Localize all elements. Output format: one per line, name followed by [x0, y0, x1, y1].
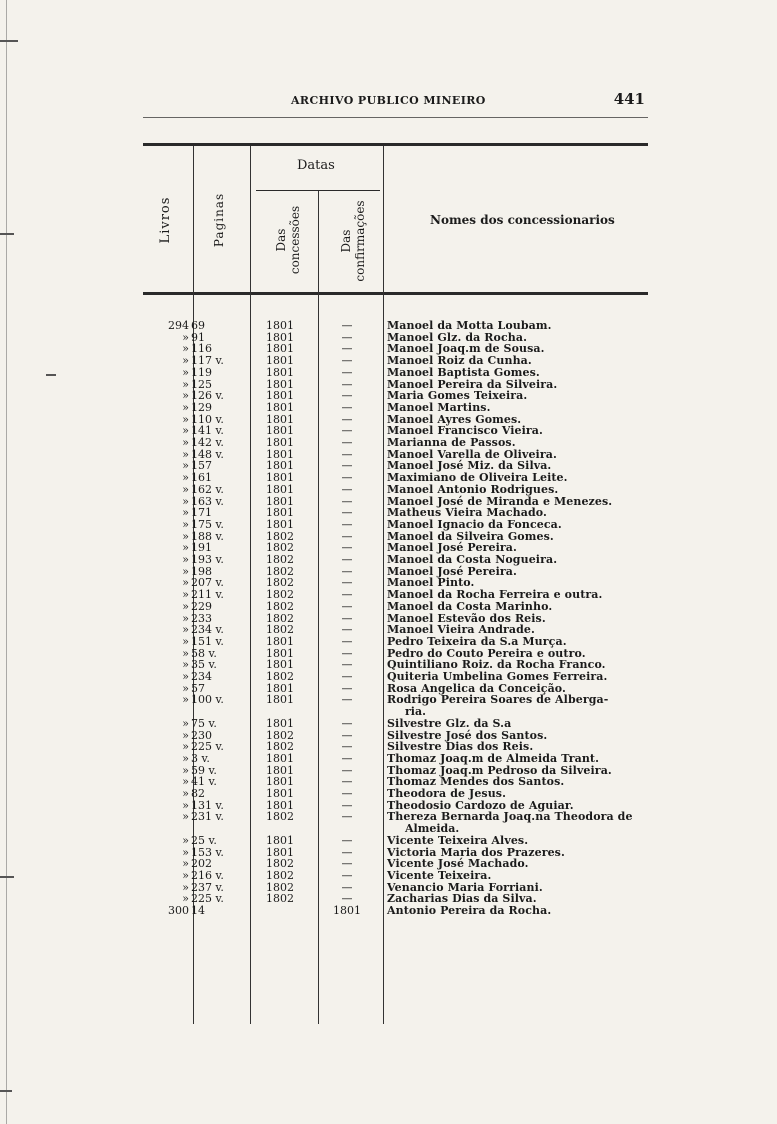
table-row	[143, 811, 653, 823]
concessionario-name: Marianna de Passos.	[387, 436, 516, 449]
pagina-cell: 116	[191, 342, 212, 356]
page-number: 441	[613, 90, 645, 108]
concessionario-name: Manoel da Costa Nogueira.	[387, 553, 558, 566]
concessao-date-cell: 1801	[266, 658, 294, 672]
livro-cell: »	[182, 716, 189, 730]
confirmacao-date-cell: —	[341, 447, 353, 461]
pagina-cell: 207 v.	[191, 576, 224, 590]
livro-cell: »	[182, 330, 189, 344]
concessao-date-cell: 1801	[266, 436, 294, 449]
livro-cell: »	[182, 576, 189, 590]
col-header-concessoes: Das concessões	[274, 205, 302, 275]
concessao-date-cell: 1802	[266, 541, 294, 555]
confirmacao-date-cell: —	[341, 389, 353, 403]
concessao-date-cell: 1801	[266, 798, 294, 812]
col-header-confirmacoes: Das confirmações	[339, 200, 367, 282]
pagina-cell: 230	[191, 728, 212, 742]
pagina-cell: 82	[191, 787, 205, 800]
pagina-cell: 69	[191, 319, 205, 332]
livro-cell: »	[182, 564, 189, 578]
confirmacao-date-cell: —	[341, 892, 353, 906]
livro-cell: »	[182, 658, 189, 672]
concessao-date-cell: 1802	[266, 892, 294, 906]
confirmacao-date-cell: —	[341, 611, 353, 625]
concessionario-name: Manoel Ayres Gomes.	[387, 412, 522, 426]
livro-cell: »	[182, 740, 189, 754]
pagina-cell: 151 v.	[191, 634, 224, 648]
concessionario-name: Maximiano de Oliveira Leite.	[387, 471, 568, 485]
concessao-date-cell: 1801	[266, 377, 294, 391]
concessionario-name-continuation: Almeida.	[405, 822, 460, 836]
concessionario-name: Manoel Pereira da Silveira.	[387, 377, 558, 391]
livro-cell: »	[182, 354, 189, 368]
livro-cell: »	[182, 775, 189, 789]
concessao-date-cell: 1801	[266, 845, 294, 859]
pagina-cell: 129	[191, 400, 212, 414]
pagina-cell: 35 v.	[191, 658, 217, 672]
concessionario-name: Silvestre Dias dos Reis.	[387, 740, 534, 754]
concessionario-name: Antonio Pereira da Rocha.	[387, 904, 552, 917]
livro-cell: »	[182, 670, 189, 683]
concessionario-name: Matheus Vieira Machado.	[387, 506, 547, 520]
concessionario-name: Manoel José de Miranda e Menezes.	[387, 494, 613, 508]
concessionario-name: Thomaz Mendes dos Santos.	[387, 775, 565, 789]
concessionario-name: Silvestre José dos Santos.	[387, 728, 548, 742]
livro-cell: »	[182, 892, 189, 906]
livro-cell: »	[182, 857, 189, 871]
concessionario-name: Thereza Bernarda Joaq.na Theodora de	[387, 810, 633, 824]
livro-cell: »	[182, 553, 189, 566]
confirmacao-date-cell: —	[341, 576, 353, 590]
concessao-date-cell: 1801	[266, 342, 294, 356]
pagina-cell: 225 v.	[191, 740, 224, 754]
confirmacao-date-cell: —	[341, 553, 353, 566]
pagina-cell: 57	[191, 681, 205, 695]
pagina-cell: 126 v.	[191, 389, 224, 403]
livro-cell: »	[182, 377, 189, 391]
concessionario-name: Manoel Vieira Andrade.	[387, 623, 535, 637]
concessionario-name: Rodrigo Pereira Soares de Alberga-	[387, 693, 609, 707]
concessao-date-cell: 1801	[266, 494, 294, 508]
concessao-date-cell: 1801	[266, 482, 294, 496]
concessao-date-cell: 1801	[266, 693, 294, 707]
pagina-cell: 225 v.	[191, 892, 224, 906]
concessionario-name: Manoel Antonio Rodrigues.	[387, 482, 559, 496]
confirmacao-date-cell: —	[341, 646, 353, 660]
concessao-date-cell: 1801	[266, 330, 294, 344]
running-header	[143, 92, 649, 112]
pagina-cell: 153 v.	[191, 845, 224, 859]
livro-cell: »	[182, 342, 189, 356]
pagina-cell: 141 v.	[191, 424, 224, 438]
pagina-cell: 191	[191, 541, 212, 555]
pagina-cell: 171	[191, 506, 212, 520]
pagina-cell: 188 v.	[191, 529, 224, 543]
confirmacao-date-cell: —	[341, 506, 353, 520]
livro-cell: 300	[168, 904, 189, 917]
concessao-date-cell: 1801	[266, 751, 294, 765]
table-row	[143, 694, 653, 706]
pagina-cell: 14	[191, 904, 205, 917]
livro-cell: »	[182, 482, 189, 496]
livro-cell: »	[182, 365, 189, 379]
concessao-date-cell: 1802	[266, 576, 294, 590]
confirmacao-date-cell: —	[341, 436, 353, 449]
pagina-cell: 119	[191, 365, 212, 379]
confirmacao-date-cell: —	[341, 599, 353, 613]
col-header-nomes: Nomes dos concessionarios	[430, 213, 615, 227]
confirmacao-date-cell: —	[341, 787, 353, 800]
pagina-cell: 163 v.	[191, 494, 224, 508]
table-row	[143, 484, 653, 496]
concessao-date-cell: 1802	[266, 868, 294, 882]
confirmacao-date-cell: —	[341, 634, 353, 648]
pagina-cell: 157	[191, 459, 212, 473]
concessao-date-cell: 1802	[266, 529, 294, 543]
concessao-date-cell: 1801	[266, 517, 294, 531]
margin-mark	[0, 233, 14, 235]
livro-cell: »	[182, 436, 189, 449]
pagina-cell: 142 v.	[191, 436, 224, 449]
pagina-cell: 75 v.	[191, 716, 217, 730]
pagina-cell: 3 v.	[191, 751, 210, 765]
table-top-rule	[143, 143, 648, 146]
concessionario-name: Vicente Teixeira.	[387, 868, 492, 882]
livro-cell: »	[182, 646, 189, 660]
col-header-livros: Livros	[158, 196, 173, 244]
confirmacao-date-cell: —	[341, 670, 353, 683]
concessionario-name: Manoel José Pereira.	[387, 541, 517, 555]
confirmacao-date-cell: —	[341, 798, 353, 812]
binding-edge	[6, 0, 7, 1124]
livro-cell: »	[182, 588, 189, 602]
livro-cell: »	[182, 447, 189, 461]
pagina-cell: 100 v.	[191, 693, 224, 707]
pagina-cell: 175 v.	[191, 517, 224, 531]
confirmacao-date-cell: —	[341, 354, 353, 368]
livro-cell: »	[182, 506, 189, 520]
concessionario-name: Manoel Ignacio da Fonceca.	[387, 517, 562, 531]
pagina-cell: 216 v.	[191, 868, 224, 882]
concessionario-name: Quiteria Umbelina Gomes Ferreira.	[387, 670, 608, 683]
confirmacao-date-cell: —	[341, 588, 353, 602]
pagina-cell: 234	[191, 670, 212, 683]
confirmacao-date-cell: —	[341, 377, 353, 391]
confirmacao-date-cell: —	[341, 541, 353, 555]
livro-cell: »	[182, 494, 189, 508]
livro-cell: »	[182, 412, 189, 426]
livro-cell: »	[182, 529, 189, 543]
confirmacao-date-cell: —	[341, 658, 353, 672]
concessionario-name: Pedro do Couto Pereira e outro.	[387, 646, 586, 660]
livro-cell: »	[182, 517, 189, 531]
concessionario-name: Manoel Francisco Vieira.	[387, 424, 543, 438]
concessionario-name: Manoel Varella de Oliveira.	[387, 447, 557, 461]
livro-cell: »	[182, 751, 189, 765]
concessao-date-cell: 1802	[266, 599, 294, 613]
pagina-cell: 25 v.	[191, 833, 217, 847]
concessionario-name: Manoel da Rocha Ferreira e outra.	[387, 588, 603, 602]
livro-cell: »	[182, 833, 189, 847]
concessionario-name: Manoel Martins.	[387, 400, 491, 414]
livro-cell: »	[182, 810, 189, 824]
livro-cell: »	[182, 599, 189, 613]
confirmacao-date-cell: —	[341, 857, 353, 871]
livro-cell: »	[182, 634, 189, 648]
margin-mark	[0, 1090, 12, 1092]
confirmacao-date-cell: —	[341, 482, 353, 496]
table-row	[143, 718, 653, 730]
col-header-datas: Datas	[297, 158, 335, 173]
concessao-date-cell: 1801	[266, 400, 294, 414]
livro-cell: »	[182, 541, 189, 555]
pagina-cell: 231 v.	[191, 810, 224, 824]
concessao-date-cell: 1801	[266, 412, 294, 426]
concessionario-name: Vicente José Machado.	[387, 857, 529, 871]
confirmacao-date-cell: —	[341, 564, 353, 578]
confirmacao-date-cell: —	[341, 810, 353, 824]
margin-mark	[46, 374, 56, 376]
concessionario-name: Manoel Joaq.m de Sousa.	[387, 342, 545, 356]
concessao-date-cell: 1801	[266, 319, 294, 332]
concessao-date-cell: 1801	[266, 634, 294, 648]
concessao-date-cell: 1801	[266, 424, 294, 438]
concessao-date-cell: 1801	[266, 459, 294, 473]
livro-cell: »	[182, 763, 189, 777]
concessionario-name: Manoel da Motta Loubam.	[387, 319, 552, 332]
datas-subrule	[256, 190, 380, 191]
livro-cell: »	[182, 471, 189, 485]
concessao-date-cell: 1801	[266, 716, 294, 730]
pagina-cell: 202	[191, 857, 212, 871]
concessionario-name: Manoel Roiz da Cunha.	[387, 354, 532, 368]
pagina-cell: 131 v.	[191, 798, 224, 812]
confirmacao-date-cell: —	[341, 319, 353, 332]
concessao-date-cell: 1802	[266, 588, 294, 602]
confirmacao-date-cell: —	[341, 623, 353, 637]
pagina-cell: 237 v.	[191, 880, 224, 894]
confirmacao-date-cell: —	[341, 365, 353, 379]
pagina-cell: 117 v.	[191, 354, 224, 368]
confirmacao-date-cell: —	[341, 342, 353, 356]
concessionario-name: Theodora de Jesus.	[387, 787, 507, 800]
concessao-date-cell: 1801	[266, 506, 294, 520]
concessionario-name: Venancio Maria Forriani.	[387, 880, 543, 894]
pagina-cell: 110 v.	[191, 412, 224, 426]
concessionario-name: Thomaz Joaq.m Pedroso da Silveira.	[387, 763, 612, 777]
header-rule	[143, 117, 648, 118]
livro-cell: »	[182, 693, 189, 707]
confirmacao-date-cell: —	[341, 763, 353, 777]
col-header-paginas: Paginas	[212, 192, 226, 248]
concessionario-name: Quintiliano Roiz. da Rocha Franco.	[387, 658, 606, 672]
concessao-date-cell: 1801	[266, 646, 294, 660]
livro-cell: »	[182, 845, 189, 859]
confirmacao-date-cell: —	[341, 529, 353, 543]
concessao-date-cell: 1802	[266, 728, 294, 742]
concessao-date-cell: 1802	[266, 553, 294, 566]
livro-cell: »	[182, 868, 189, 882]
livro-cell: »	[182, 611, 189, 625]
pagina-cell: 91	[191, 330, 205, 344]
concessao-date-cell: 1802	[266, 740, 294, 754]
concessionario-name: Rosa Angelica da Conceição.	[387, 681, 566, 695]
pagina-cell: 229	[191, 599, 212, 613]
livro-cell: 294	[168, 319, 189, 332]
livro-cell: »	[182, 728, 189, 742]
pagina-cell: 41 v.	[191, 775, 217, 789]
concessionario-name: Manoel José Miz. da Silva.	[387, 459, 552, 473]
livro-cell: »	[182, 459, 189, 473]
pagina-cell: 234 v.	[191, 623, 224, 637]
pagina-cell: 125	[191, 377, 212, 391]
concessionario-name: Manoel da Costa Marinho.	[387, 599, 553, 613]
livro-cell: »	[182, 424, 189, 438]
concessao-date-cell: 1801	[266, 763, 294, 777]
concessionario-name: Theodosio Cardozo de Aguiar.	[387, 798, 574, 812]
livro-cell: »	[182, 623, 189, 637]
pagina-cell: 211 v.	[191, 588, 224, 602]
concessionario-name: Manoel Glz. da Rocha.	[387, 330, 528, 344]
margin-mark	[0, 40, 18, 42]
concessao-date-cell: 1801	[266, 471, 294, 485]
concessionario-name: Manoel Baptista Gomes.	[387, 365, 540, 379]
livro-cell: »	[182, 389, 189, 403]
confirmacao-date-cell: —	[341, 400, 353, 414]
confirmacao-date-cell: —	[341, 517, 353, 531]
concessao-date-cell: 1801	[266, 389, 294, 403]
confirmacao-date-cell: —	[341, 845, 353, 859]
confirmacao-date-cell: —	[341, 740, 353, 754]
table-row	[143, 367, 653, 379]
header-bottom-rule	[143, 292, 648, 295]
confirmacao-date-cell: 1801	[333, 904, 361, 917]
concessao-date-cell: 1801	[266, 775, 294, 789]
confirmacao-date-cell: —	[341, 833, 353, 847]
livro-cell: »	[182, 880, 189, 894]
confirmacao-date-cell: —	[341, 693, 353, 707]
table-row	[143, 905, 653, 917]
confirmacao-date-cell: —	[341, 681, 353, 695]
concessionario-name: Maria Gomes Teixeira.	[387, 389, 528, 403]
livro-cell: »	[182, 798, 189, 812]
confirmacao-date-cell: —	[341, 471, 353, 485]
concessao-date-cell: 1801	[266, 833, 294, 847]
pagina-cell: 161	[191, 471, 212, 485]
concessionario-name: Manoel José Pereira.	[387, 564, 517, 578]
confirmacao-date-cell: —	[341, 728, 353, 742]
concessao-date-cell: 1802	[266, 623, 294, 637]
concessionario-name: Zacharias Dias da Silva.	[387, 892, 537, 906]
confirmacao-date-cell: —	[341, 880, 353, 894]
pagina-cell: 59 v.	[191, 763, 217, 777]
concessao-date-cell: 1801	[266, 681, 294, 695]
table-row	[143, 601, 653, 613]
table-row	[143, 835, 653, 847]
concessao-date-cell: 1802	[266, 810, 294, 824]
pagina-cell: 58 v.	[191, 646, 217, 660]
concessao-date-cell: 1801	[266, 447, 294, 461]
concessao-date-cell: 1802	[266, 611, 294, 625]
pagina-cell: 198	[191, 564, 212, 578]
pagina-cell: 193 v.	[191, 553, 224, 566]
concessionario-name: Silvestre Glz. da S.a	[387, 716, 512, 730]
pagina-cell: 162 v.	[191, 482, 224, 496]
concessao-date-cell: 1802	[266, 857, 294, 871]
concessionario-name: Manoel Pinto.	[387, 576, 475, 590]
concessao-date-cell: 1802	[266, 880, 294, 894]
pagina-cell: 148 v.	[191, 447, 224, 461]
margin-mark	[0, 876, 14, 878]
confirmacao-date-cell: —	[341, 751, 353, 765]
concessionario-name: Manoel Estevão dos Reis.	[387, 611, 546, 625]
livro-cell: »	[182, 400, 189, 414]
confirmacao-date-cell: —	[341, 412, 353, 426]
concessao-date-cell: 1801	[266, 365, 294, 379]
livro-cell: »	[182, 681, 189, 695]
concessionario-name: Manoel da Silveira Gomes.	[387, 529, 554, 543]
confirmacao-date-cell: —	[341, 424, 353, 438]
concessionario-name-continuation: ria.	[405, 705, 426, 719]
archive-title: ARCHIVO PUBLICO MINEIRO	[291, 94, 486, 107]
pagina-cell: 233	[191, 611, 212, 625]
concessao-date-cell: 1802	[266, 670, 294, 683]
confirmacao-date-cell: —	[341, 716, 353, 730]
concessao-date-cell: 1801	[266, 354, 294, 368]
concessionario-name: Vicente Teixeira Alves.	[387, 833, 529, 847]
concessao-date-cell: 1802	[266, 564, 294, 578]
concessao-date-cell: 1801	[266, 787, 294, 800]
confirmacao-date-cell: —	[341, 868, 353, 882]
confirmacao-date-cell: —	[341, 775, 353, 789]
confirmacao-date-cell: —	[341, 494, 353, 508]
concessionario-name: Pedro Teixeira da S.a Murça.	[387, 634, 567, 648]
confirmacao-date-cell: —	[341, 330, 353, 344]
concessionario-name: Thomaz Joaq.m de Almeida Trant.	[387, 751, 600, 765]
concessionario-name: Victoria Maria dos Prazeres.	[387, 845, 565, 859]
confirmacao-date-cell: —	[341, 459, 353, 473]
livro-cell: »	[182, 787, 189, 800]
